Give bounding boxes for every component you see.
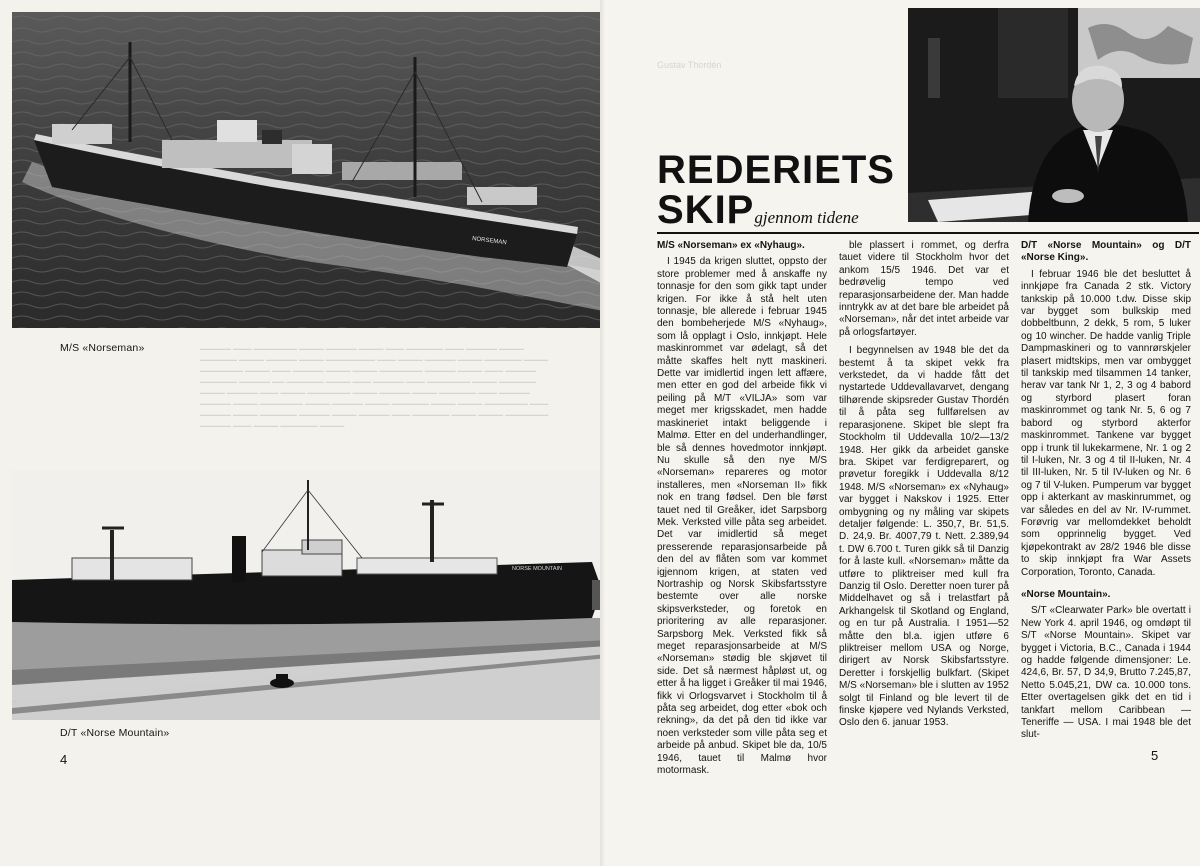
article-column-1 <box>657 240 827 777</box>
norse-mountain-photo <box>12 470 608 720</box>
paragraph: S/T «Clearwater Park» ble overtatt i New York 4. april 1946, og omdøpt til S/T «Norse Mountain». Skipet var bygget i Victoria, B.C., Canada i 1944 og hadde følgende dimensjoner: Le. 424,6, Br. 57, D 34,9, Brutto 7.245,87, Netto 5.045,21, DW ca. 10.000 tons. Etter overtagelsen gikk det en tid i tankfart mellom Caribbean — Teneriffe — USA. I mai 1948 ble det slut- <box>1021 605 1191 741</box>
paragraph: ble plassert i rommet, og derfra tauet videre til Stockholm hvor det ankom 15/5 1946. Det var et bedrøvelig tempo ved reparasjonsarbeidene der. Man hadde inntrykk av at det bare ble arbeidet på «Norseman», når det intet arbeide var på orlogsfartøyer. <box>839 240 1009 338</box>
shipowner-portrait-photo <box>908 8 1200 222</box>
title-line2: SKIP <box>657 188 755 232</box>
paragraph: I begynnelsen av 1948 ble det da bestemt å ta skipet vekk fra verkstedet, da vi hadde fått det nystartede Uddevallavarvet, dengang tilhørende skipsreder Gustav Thordén til å påta seg fullførelsen av reparasjonene. Skipet ble slept fra Stockholm til Uddevalla 10/2—13/2 1948. Her gikk da arbeidet ganske bra. Skipet var ferdigreparert, og prøvetur foregikk i Uddevalla 8/12 1948. M/S «Norseman» ex «Nyhaug» var bygget i Nakskov i 1925. Etter ombygning og ny måling var skipets detaljer følgende: L. 350,7, Br. 51,5. D. 24,9. Br. 4007,79 t. Nett. 2.389,94 t. DW 6.700 t. Turen gikk så til Danzig for å laste kull. «Norseman» måtte da utføre to pliktreiser med kull fra Danzig til Oslo. Deretter noen turer på Middelhavet og så i trelastfart på Arkhangelsk til Skotland og England, og en tur på Australia. I 1951—52 måtte den bl.a. igjen utføre 6 pliktreiser mellom USA og Norge, dirigert av Norsk Skibsfartsstyre. Deretter i forskjellig bulkfart. (Skipet M/S «Norseman» ble i slutten av 1952 solgt til Finland og ble levert til de finske kjøpere ved Nylands Verksted, Oslo den 6. januar 1953. <box>839 345 1009 729</box>
section-heading-norse-mountain: «Norse Mountain». <box>1021 588 1111 600</box>
article-column-2 <box>839 240 1009 730</box>
section-heading-norseman: M/S «Norseman» ex «Nyhaug». <box>657 240 805 251</box>
norseman-photo <box>12 12 608 328</box>
caption-norseman: M/S «Norseman» <box>60 342 145 354</box>
section-heading-norse-mountain-king: D/T «Norse Mountain» og D/T «Norse King». <box>1021 240 1191 264</box>
show-through-drawing: Gustav Thordén <box>657 60 722 70</box>
title-subtitle: gjennom tidene <box>754 208 859 227</box>
page-number-right: 5 <box>1151 748 1159 763</box>
article-column-3 <box>1021 240 1191 742</box>
paragraph: I februar 1946 ble det besluttet å innkjøpe fra Canada 2 stk. Victory tankskip på 10.000 t.dw. Disse skip var bygget som bulkskip med dobbeltbunn, 2 dekk, 5 rom, 5 luker og 10 wincher. De hadde vanlig Triple Dampmaskineri og to vannrørskjeler plasert midtskips, men var ombygget til tankskip med tilsammen 14 tanker, herav var tank Nr 1, 2, 3 og 4 babord og styrbord plasert foran maskinrommet og tank Nr. 5, 6 og 7 babord og styrbord akterfor maskinrommet. Tankene var bygget opp i trunk til lukekarmene, Nr. 1 og 2 til I-luken, Nr. 3 og 4 til II-luken, Nr. 4 til III-luken, Nr. 5 til IV-luken og Nr. 6 og 7 til V-luken. Pumperum var bygget opp i akterkant av maskinrummet, og var således en del av Nr. IV-rummet. Forøvrig var mellomdekket beholdt som opprinnelig bygget. Ved kjøpekontrakt av 28/2 1946 ble disse to skip innkjøpt fra War Assets Corporation, Toronto, Canada. <box>1021 268 1191 578</box>
article-title <box>657 150 895 238</box>
norse-mountain-nameplate: NORSE MOUNTAIN <box>512 566 563 572</box>
title-rule <box>657 232 1199 234</box>
right-page <box>605 0 1200 866</box>
norseman-nameplate: NORSEMAN <box>471 236 507 247</box>
page-number-left: 4 <box>60 752 68 767</box>
show-through-text: ▁▁▁▁▁ ▁▁▁ ▁▁▁▁▁▁▁ ▁▁▁▁ ▁▁▁▁▁ ▁▁▁▁ ▁▁▁ ▁▁▁▁▁▁ ▁▁▁ ▁▁▁▁▁ ▁▁▁▁ ▁▁▁▁▁▁ ▁▁▁▁ ▁▁▁▁▁ ▁▁▁▁ ▁▁▁▁▁▁▁▁ ▁▁▁ ▁▁▁▁ ▁▁▁▁▁ ▁▁▁▁ ▁▁▁▁▁▁ ▁▁▁▁ ▁▁▁▁▁▁▁ ▁▁▁▁ ▁▁▁ ▁▁▁▁▁ ▁▁▁▁ ▁▁▁▁ ▁▁▁▁▁▁▁ ▁▁▁▁▁ ▁▁▁▁ ▁▁▁ ▁▁▁▁▁ ▁▁▁▁▁▁ ▁▁▁▁▁ ▁▁ ▁▁▁▁▁▁ ▁▁▁▁ ▁▁▁ ▁▁▁▁▁ ▁▁▁ ▁▁▁▁▁▁▁ ▁▁▁▁ ▁▁▁▁▁▁ ▁▁▁▁ ▁▁▁▁▁ ▁▁▁ ▁▁▁▁ ▁▁▁▁▁▁▁ ▁▁▁▁ ▁▁▁▁▁ ▁▁▁▁ ▁▁▁▁▁▁ ▁▁▁ ▁▁▁▁▁ ▁▁▁▁▁ ▁▁▁▁ ▁▁▁▁▁▁▁ ▁▁▁▁ ▁▁▁▁▁ ▁▁▁▁ ▁▁▁▁▁▁ ▁▁▁▁ ▁▁▁▁ ▁▁▁▁▁▁▁ ▁▁▁ ▁▁▁▁▁ ▁▁▁▁ ▁▁▁▁▁▁ ▁▁▁▁▁ ▁▁▁▁ ▁▁▁▁▁ ▁▁▁ ▁▁▁▁▁▁ ▁▁▁▁ ▁▁▁▁ ▁▁▁▁▁▁▁ ▁▁▁▁▁ ▁▁▁ ▁▁▁▁ ▁▁▁▁▁▁ ▁▁▁▁ <box>200 341 549 427</box>
caption-norse-mountain: D/T «Norse Mountain» <box>60 727 170 739</box>
paragraph: I 1945 da krigen sluttet, oppsto der store problemer med å anskaffe ny tonnasje for den som gikk tapt under krigen. For ikke å stå helt uten tonnasje, ble allerede i februar 1945 den bombeherjede M/S «Nyhaug», som lå opplagt i Oslo, innkjøpt. Hele maskinrommet var ødelagt, så det måtte skaffes helt nytt maskineri. Dette var imidlertid ingen lett affære, men etter en god del arbeide fikk vi peiling på M/T «VILJA» som var meget mer krigsskadet, men hadde maskineriet intakt beliggende i Malmø. Etter en del underhandlinger, ble så dennes hovedmotor innkjøpt. Nu skulle så den nye M/S «Norseman» repareres og motor installeres, men «Norseman II» fikk nok en trang fødsel. Den ble først tauet ned til Greåker, idet Sarpsborg Mek. Verksted ville påta seg arbeidet. Det var imidlertid så meget presserende reparasjonsarbeide på den del av flåten som var kommet igjennom krigen, at staten ved Nortraship og Norsk Skibsfartsstyre bestemte over alle norske skipsverksteder, og foretok en prioritering av alle reparasjoner. Sarpsborg Mek. Verksted fikk så meget reparasjonsarbeide at M/S «Norseman» stødig ble skjøvet til side. Det så nærmest håpløst ut, og etter å ha ligget i Greåker til mai 1946, fikk vi Orlogsvarvet i Stockholm til å påta seg arbeidet, dog etter «bok och rekning», da det på den tid ikke var noen verksteder som ville påta seg et arbeide på anbud. Skipet ble da, 10/5 1946, tauet til Malmø hvor motormask. <box>657 256 827 777</box>
title-line1: REDERIETS <box>657 148 895 192</box>
